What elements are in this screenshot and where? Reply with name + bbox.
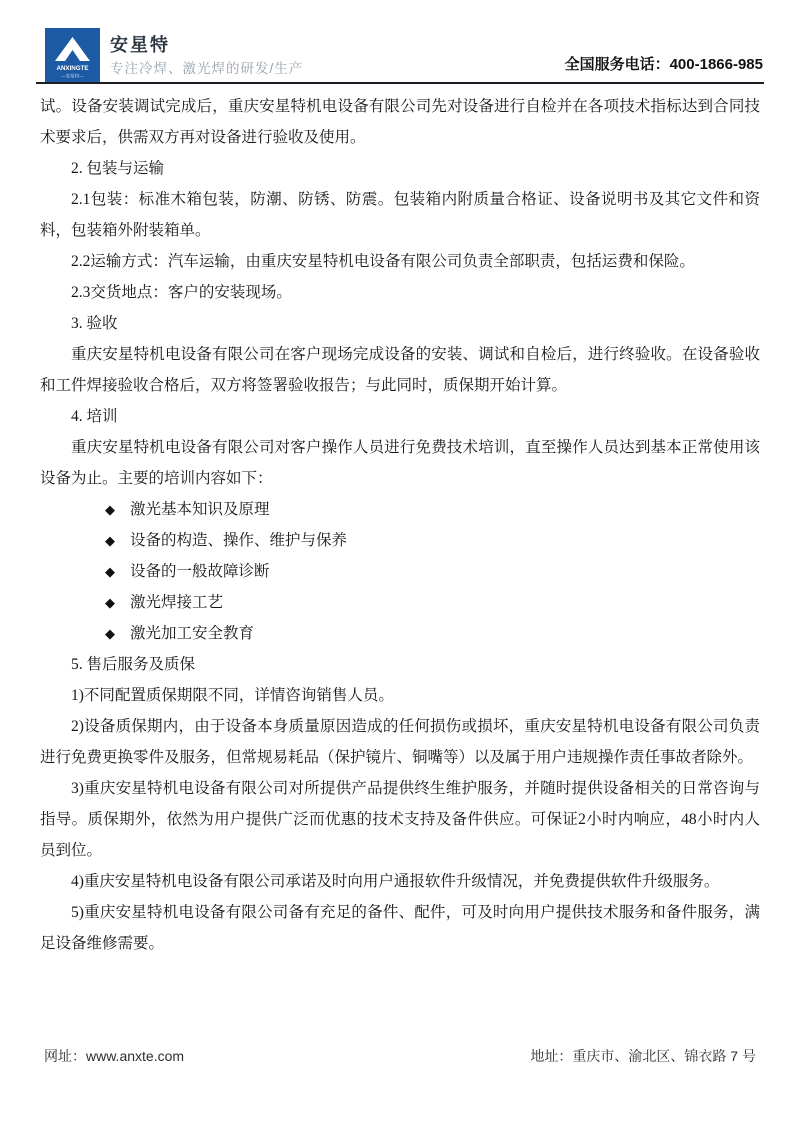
logo-brand-zh: —安星特—	[61, 73, 84, 79]
bullet-text: 激光加工安全教育	[130, 625, 255, 642]
company-tagline: 专注冷焊、激光焊的研发/生产	[110, 61, 304, 76]
footer-website: 网址：www.anxte.com	[44, 1048, 185, 1064]
bullet-item	[40, 525, 760, 556]
company-name: 安星特	[110, 35, 170, 55]
diamond-bullet-icon: ◆	[105, 595, 115, 610]
footer-address: 地址：重庆市、渝北区、锦衣路 7 号	[530, 1048, 756, 1064]
header-divider	[36, 82, 764, 84]
diamond-bullet-icon: ◆	[105, 564, 115, 579]
bullet-item	[40, 556, 760, 587]
paragraph: 1)不同配置质保期限不同，详情咨询销售人员。	[71, 687, 394, 704]
bullet-item	[40, 587, 760, 618]
service-phone: 全国服务电话：400-1866-985	[564, 56, 763, 73]
bullet-text: 设备的构造、操作、维护与保养	[130, 532, 348, 549]
paragraph: 2. 包装与运输	[71, 160, 165, 177]
paragraph: 重庆安星特机电设备有限公司对客户操作人员进行免费技术培训，直至操作人员达到基本正常使用该设备为止。主要的培训内容如下：	[40, 439, 760, 487]
logo-brand-en: ANXINGTE	[56, 65, 89, 72]
paragraph: 4. 培训	[71, 408, 118, 425]
paragraph: 试。设备安装调试完成后，重庆安星特机电设备有限公司先对设备进行自检并在各项技术指标达到合同技术要求后，供需双方再对设备进行验收及使用。	[40, 98, 760, 146]
diamond-bullet-icon: ◆	[105, 502, 115, 517]
paragraph: 2.3交货地点：客户的安装现场。	[71, 284, 292, 301]
paragraph: 2.1包装：标准木箱包装，防潮、防锈、防震。包装箱内附质量合格证、设备说明书及其它文件和资料，包装箱外附装箱单。	[40, 191, 760, 239]
bullet-text: 激光基本知识及原理	[130, 501, 270, 518]
bullet-item	[40, 618, 760, 649]
bullet-text: 设备的一般故障诊断	[130, 563, 270, 580]
paragraph: 5)重庆安星特机电设备有限公司备有充足的备件、配件，可及时向用户提供技术服务和备件服务，满足设备维修需要。	[40, 904, 760, 952]
paragraph: 重庆安星特机电设备有限公司在客户现场完成设备的安装、调试和自检后，进行终验收。在设备验收和工件焊接验收合格后，双方将签署验收报告；与此同时，质保期开始计算。	[40, 346, 760, 394]
paragraph: 4)重庆安星特机电设备有限公司承诺及时向用户通报软件升级情况，并免费提供软件升级服务。	[71, 873, 720, 890]
paragraph: 3)重庆安星特机电设备有限公司对所提供产品提供终生维护服务，并随时提供设备相关的日常咨询与指导。质保期外，依然为用户提供广泛而优惠的技术支持及备件供应。可保证2小时内响应，48小时内人员到位。	[40, 780, 760, 859]
diamond-bullet-icon: ◆	[105, 626, 115, 641]
paragraph: 5. 售后服务及质保	[71, 656, 196, 673]
bullet-item	[40, 494, 760, 525]
bullet-text: 激光焊接工艺	[130, 594, 224, 611]
paragraph: 2.2运输方式：汽车运输，由重庆安星特机电设备有限公司负责全部职责，包括运费和保险。	[71, 253, 695, 270]
paragraph: 3. 验收	[71, 315, 118, 332]
document-body	[40, 91, 760, 959]
diamond-bullet-icon: ◆	[105, 533, 115, 548]
company-logo	[45, 28, 100, 83]
paragraph: 2)设备质保期内，由于设备本身质量原因造成的任何损伤或损坏，重庆安星特机电设备有限公司负责进行免费更换零件及服务，但常规易耗品（保护镜片、铜嘴等）以及属于用户违规操作责任事故者除外。	[40, 718, 760, 766]
